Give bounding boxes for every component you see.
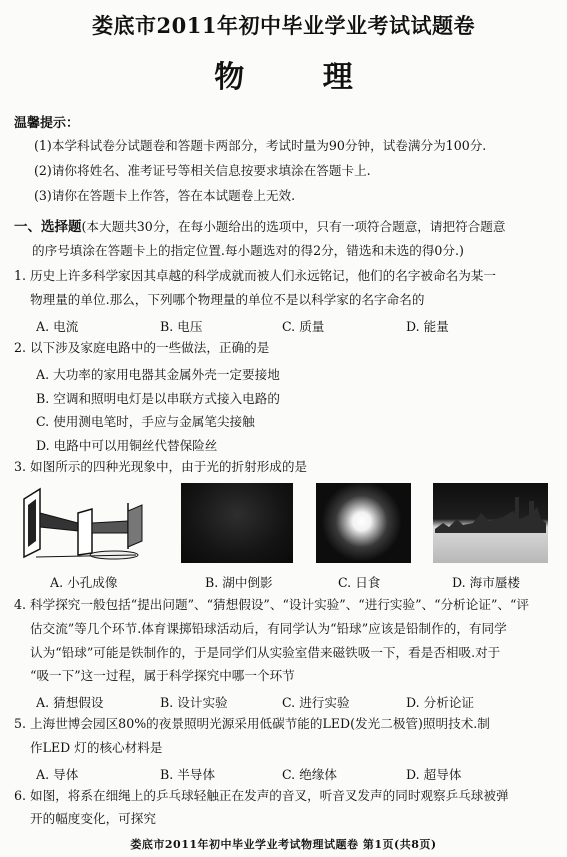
q3-option-a: A. 小孔成像 xyxy=(50,575,118,590)
exam-title: 娄底市2011年初中毕业学业考试试题卷 xyxy=(92,13,475,38)
q4-option-a: A. 猜想假设 xyxy=(36,695,104,710)
section-instruction-text: (本大题共30分，在每小题给出的选项中，只有一项符合题意，请把符合题意 xyxy=(81,219,506,234)
section-heading: 一、选择题 xyxy=(14,219,82,235)
q1-option-d: D. 能量 xyxy=(406,319,449,334)
q1-option-a: A. 电流 xyxy=(36,319,79,334)
question-6-text: 6. 如图，将系在细绳上的乒乓球轻触正在发声的音叉，听音叉发声的同时观察乒乓球被弹 xyxy=(14,788,509,803)
q3-option-b: B. 湖中倒影 xyxy=(205,575,273,590)
question-4-text: “吸一下”这一过程，属于科学探究中哪一个环节 xyxy=(30,668,295,683)
question-4-text: 4. 科学探究一般包括“提出问题”、“猜想假设”、“设计实验”、“进行实验”、“分析论证”、“评 xyxy=(14,597,530,612)
solar-eclipse-photo xyxy=(316,483,411,563)
question-5-text: 5. 上海世博会园区80%的夜景照明光源采用低碳节能的LED(发光二极管)照明技术.制 xyxy=(14,716,490,731)
question-4-text: 估交流”等几个环节.体育课掷铅球活动后，有同学认为“铅球”应该是铅制作的，有同学 xyxy=(30,621,507,636)
q5-option-d: D. 超导体 xyxy=(406,767,462,782)
lake-reflection-photo xyxy=(181,483,293,563)
question-4-text: 认为“铅球”可能是铁制作的，于是同学们从实验室借来磁铁吸一下，看是否相吸.对于 xyxy=(30,645,501,660)
q4-option-b: B. 设计实验 xyxy=(160,695,228,710)
q1-option-c: C. 质量 xyxy=(282,319,325,334)
notice-item: (3)请你在答题卡上作答，答在本试题卷上无效. xyxy=(34,188,296,203)
q4-option-c: C. 进行实验 xyxy=(282,695,350,710)
page-footer: 娄底市2011年初中毕业学业考试物理试题卷 第1页(共8页) xyxy=(130,838,437,851)
mirage-photo xyxy=(433,483,548,563)
question-5-text: 作LED 灯的核心材料是 xyxy=(30,740,163,755)
question-1-text: 物理量的单位.那么，下列哪个物理量的单位不是以科学家的名字命名的 xyxy=(30,292,425,307)
q5-option-c: C. 绝缘体 xyxy=(282,767,337,782)
question-1-text: 1. 历史上许多科学家因其卓越的科学成就而被人们永远铭记，他们的名字被命名为某一 xyxy=(14,268,496,283)
pinhole-imaging-figure xyxy=(16,483,156,563)
notice-heading: 温馨提示： xyxy=(14,116,80,131)
q2-option-b: B. 空调和照明电灯是以串联方式接入电路的 xyxy=(36,391,280,406)
q1-option-b: B. 电压 xyxy=(160,319,203,334)
q2-option-d: D. 电路中可以用铜丝代替保险丝 xyxy=(36,438,218,453)
question-6-text: 开的幅度变化，可探究 xyxy=(30,811,156,826)
q5-option-a: A. 导体 xyxy=(36,767,79,782)
section-instruction xyxy=(14,219,505,235)
notice-item: (1)本学科试卷分试题卷和答题卡两部分，考试时量为90分钟，试卷满分为100分. xyxy=(34,138,487,153)
subject-title: 物 理 xyxy=(214,60,387,95)
question-3-text: 3. 如图所示的四种光现象中，由于光的折射形成的是 xyxy=(14,459,308,474)
q3-option-c: C. 日食 xyxy=(338,575,381,590)
q2-option-c: C. 使用测电笔时，手应与金属笔尖接触 xyxy=(36,414,255,429)
question-2-text: 2. 以下涉及家庭电路中的一些做法，正确的是 xyxy=(14,340,270,355)
q5-option-b: B. 半导体 xyxy=(160,767,216,782)
q4-option-d: D. 分析论证 xyxy=(406,695,475,710)
notice-item: (2)请你将姓名、准考证号等相关信息按要求填涂在答题卡上. xyxy=(34,163,371,178)
section-instruction-text: 的序号填涂在答题卡上的指定位置.每小题选对的得2分，错选和未选的得0分.) xyxy=(32,243,464,258)
q3-option-d: D. 海市蜃楼 xyxy=(452,575,521,590)
q2-option-a: A. 大功率的家用电器其金属外壳一定要接地 xyxy=(36,367,280,382)
